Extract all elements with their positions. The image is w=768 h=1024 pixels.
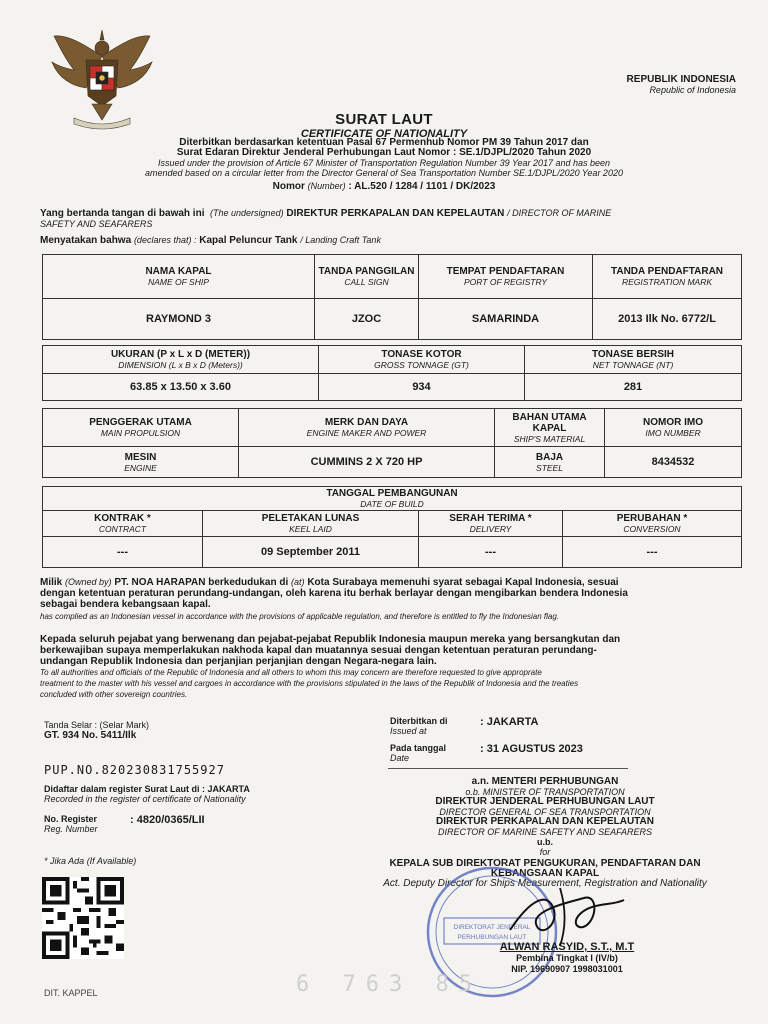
certificate-number: Nomor (Number) : AL.520 / 1284 / 1101 / DK/2023	[272, 181, 496, 192]
stamp-text-1: DIREKTORAT JENDERAL	[453, 924, 531, 931]
register-number: No. Register Reg. Number : 4820/0365/LII	[44, 814, 205, 834]
keel-laid-date: 09 September 2011	[203, 537, 419, 568]
ship-name: RAYMOND 3	[43, 299, 315, 340]
registration-mark: 2013 Ilk No. 6772/L	[593, 299, 742, 340]
signer-name: ALWAN RASYID, S.T., M.T	[499, 941, 635, 953]
country-name-en: Republic of Indonesia	[649, 85, 736, 95]
contract-date: ---	[43, 537, 203, 568]
undersigned-line: Yang bertanda tangan di bawah ini (The undersigned) DIREKTUR PERKAPALAN DAN KEPELAUTAN / DIRECTOR OF MARINE SAFETY AND SEAFARERS	[40, 208, 612, 229]
date-divider	[388, 768, 628, 769]
declares-line: Menyatakan bahwa (declares that) : Kapal Peluncur Tank / Landing Craft Tank	[40, 235, 381, 246]
imo-number-value: 8434532	[605, 447, 742, 478]
gross-tonnage-value: 934	[319, 374, 525, 401]
country-header	[627, 74, 736, 95]
conversion-date: ---	[563, 537, 742, 568]
engine-maker-value: CUMMINS 2 X 720 HP	[239, 447, 495, 478]
issue-date: Pada tanggal Date : 31 AGUSTUS 2023	[390, 743, 583, 763]
issue-place: Diterbitkan di Issued at : JAKARTA	[390, 716, 539, 736]
request-paragraph: Kepada seluruh pejabat yang berwenang dan pejabat-pejabat Republik Indonesia maupun mereka yang bersangkutan dan berkewajiban supaya memperlakukan nakhoda kapal dan muatannya sesuai dengan ketentuan peraturan perundang- undangan Republik Indonesia dan perjanjian perjanjian dengan Negara-negara lain. To all authorities and officials of the Republic of Indonesia and all others to whom this may concern are therefore requested to give approprate treatment to the master with his vessel and cargoes in accordance with the provisions stipulated in the laws of the Republik of Indonesia and the treaties concluded with other sovereign countries.	[40, 634, 621, 699]
serial-number: 6 763 85	[296, 972, 482, 997]
call-sign: JZOC	[315, 299, 419, 340]
delivery-date: ---	[419, 537, 563, 568]
footnote: * Jika Ada (If Available)	[44, 856, 137, 866]
signer-block	[452, 942, 682, 975]
document-title-en: CERTIFICATE OF NATIONALITY	[300, 128, 468, 140]
selar-mark: Tanda Selar : (Selar Mark) GT. 934 No. 5411/Ilk	[44, 720, 150, 741]
signature-authority: a.n. MENTERI PERHUBUNGAN o.b. MINISTER OF TRANSPORTATION DIREKTUR JENDERAL PERHUBUNGAN LAUT DIRECTOR GENERAL OF SEA TRANSPORTATION DIREKTUR PERKAPALAN DAN KEPELAUTAN DIRECTOR OF MARINE SAFETY AND SEAFARERS u.b. for KEPALA SUB DIREKTORAT PENGUKURAN, PENDAFTARAN DAN KEBANGSAAN KAPAL Act. Deputy Director for Ships Measurement, Registration and Nationality	[383, 776, 707, 889]
register-info: Didaftar dalam register Surat Laut di : JAKARTA Recorded in the register of certificate of Nationality	[44, 784, 250, 804]
signature-icon	[500, 880, 630, 950]
ownership-paragraph: Milik (Owned by) PT. NOA HARAPAN berkedudukan di (at) Kota Surabaya memenuhi syarat sebagai Kapal Indonesia, sesuai dengan ketentuan peraturan perundang-undangan, oleh karena itu berhak berlayar dengan mengibarkan bendera Indonesia sebagai bendera kebangsaan kapal. has complied as an Indonesian vessel in accordance with the provisions of applicable regulation, and therefore is entitled to fly the Indonesian flag.	[40, 577, 628, 621]
legal-basis: Diterbitkan berdasarkan ketentuan Pasal 67 Permenhub Nomor PM 39 Tahun 2017 dan Surat Edaran Direktur Jenderal Perhubungan Laut Nomor : SE.1/DJPL/2020 Tahun 2020 Issued under the provision of Article 67 Minister of Transportation Regulation Number 39 Year 2017 and has been amended based on a circular letter from the Director General of Sea Transportation Number SE.1/DJPL/2020 Year 2020 Nomor (Number) : AL.520 / 1284 / 1101 / DK/2023	[0, 138, 768, 192]
signer-nip: NIP. 19690907 1998031001	[511, 964, 623, 974]
pup-number: PUP.NO.820230831755927	[44, 763, 225, 777]
directorate-code: DIT. KAPPEL	[44, 988, 98, 998]
ship-identity-table: NAMA KAPAL NAME OF SHIP TANDA PANGGILAN CALL SIGN TEMPAT PENDAFTARAN PORT OF REGISTRY TANDA PENDAFTARAN REGISTRATION MARK RAYMOND 3 JZOC SAMARINDA 2013 Ilk No. 6772/L	[42, 254, 742, 340]
country-name: REPUBLIK INDONESIA	[626, 74, 736, 85]
date-of-build-table: TANGGAL PEMBANGUNAN DATE OF BUILD KONTRAK * CONTRACT PELETAKAN LUNAS KEEL LAID SERAH TERIMA * DELIVERY PERUBAHAN * CONVERSION --- 09 September 2011 --- ---	[42, 486, 742, 568]
document-title: SURAT LAUT	[335, 111, 433, 128]
propulsion-table: PENGGERAK UTAMA MAIN PROPULSION MERK DAN DAYA ENGINE MAKER AND POWER BAHAN UTAMA KAPAL SHIP'S MATERIAL NOMOR IMO IMO NUMBER MESIN ENGINE CUMMINS 2 X 720 HP BAJA STEEL 8434532	[42, 408, 742, 478]
main-propulsion-value: MESIN ENGINE	[43, 447, 239, 478]
port-of-registry: SAMARINDA	[419, 299, 593, 340]
dimension-value: 63.85 x 13.50 x 3.60	[43, 374, 319, 401]
net-tonnage-value: 281	[525, 374, 742, 401]
tonnage-table: UKURAN (P x L x D (METER)) DIMENSION (L x B x D (Meters)) TONASE KOTOR GROSS TONNAGE (GT) TONASE BERSIH NET TONNAGE (NT) 63.85 x 13.50 x 3.60 934 281	[42, 345, 742, 401]
document-title-block	[0, 111, 768, 140]
signer-rank: Pembina Tingkat I (IV/b)	[516, 953, 618, 963]
qr-code-icon	[42, 877, 124, 959]
ship-material-value: BAJA STEEL	[495, 447, 605, 478]
stamp-text-2: PERHUBUNGAN LAUT	[457, 934, 527, 941]
